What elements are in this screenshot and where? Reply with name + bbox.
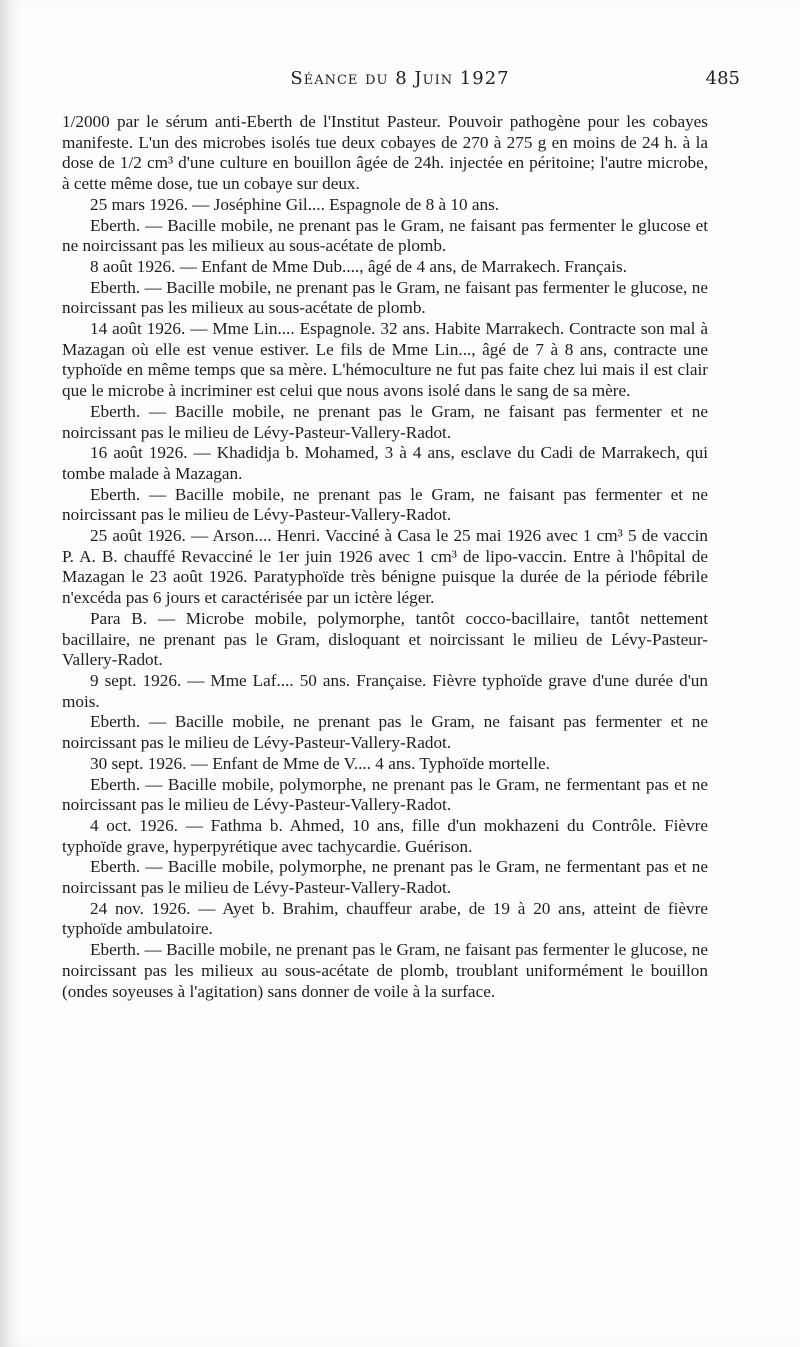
paragraph: Eberth. — Bacille mobile, ne prenant pas le Gram, ne faisant pas fermenter et ne noircissant pas le milieu de Lévy-Pasteur-Vallery-Radot. — [62, 484, 708, 525]
paragraph: 1/2000 par le sérum anti-Eberth de l'Institut Pasteur. Pouvoir pathogène pour les cobayes manifeste. L'un des microbes isolés tue deux cobayes de 270 à 275 g en moins de 24 h. à la dose de 1/2 cm³ d'une culture en bouillon âgée de 24h. injectée en péritoine; l'autre microbe, à cette même dose, tue un cobaye sur deux. — [62, 112, 708, 194]
paragraph: Eberth. — Bacille mobile, ne prenant pas le Gram, ne faisant pas fermenter et ne noircissant pas le milieu de Lévy-Pasteur-Vallery-Radot. — [62, 401, 708, 442]
paragraph: 25 mars 1926. — Joséphine Gil.... Espagnole de 8 à 10 ans. — [90, 194, 500, 214]
paragraph: 4 oct. 1926. — Fathma b. Ahmed, 10 ans, fille d'un mokhazeni du Contrôle. Fièvre typhoïde grave, hyperpyrétique avec tachycardie. Guérison. — [62, 815, 708, 856]
paragraph: Eberth. — Bacille mobile, polymorphe, ne prenant pas le Gram, ne fermentant pas et ne noircissant pas le milieu de Lévy-Pasteur-Vallery-Radot. — [62, 857, 708, 898]
paragraph: Eberth. — Bacille mobile, ne prenant pas le Gram, ne faisant pas fermenter et ne noircissant pas le milieu de Lévy-Pasteur-Vallery-Radot. — [62, 712, 708, 753]
paragraph: Eberth. — Bacille mobile, ne prenant pas le Gram, ne faisant pas fermenter le glucose et ne noircissant pas les milieux au sous-acétate de plomb. — [62, 215, 708, 256]
paragraph: 16 août 1926. — Khadidja b. Mohamed, 3 à 4 ans, esclave du Cadi de Marrakech, qui tombe malade à Mazagan. — [62, 443, 708, 483]
paragraph: 9 sept. 1926. — Mme Laf.... 50 ans. Française. Fièvre typhoïde grave d'une durée d'un mois. — [62, 670, 708, 711]
page-number: 485 — [705, 68, 740, 89]
paragraph: Para B. — Microbe mobile, polymorphe, tantôt cocco-bacillaire, tantôt nettement bacillaire, ne prenant pas le Gram, disloquant et noircissant le milieu de Lévy-Pasteur-Vallery-Radot. — [62, 608, 708, 670]
paragraph: 25 août 1926. — Arson.... Henri. Vacciné à Casa le 25 mai 1926 avec 1 cm³ 5 de vaccin P. A. B. chauffé Revacciné le 1er juin 1926 avec 1 cm³ de lipo-vaccin. Entre à l'hôpital de Mazagan le 23 août 1926. Paratyphoïde très bénigne puisque la durée de la période fébrile n'excéda pas 6 jours et caractérisée par un ictère léger. — [62, 526, 708, 608]
paragraph: 24 nov. 1926. — Ayet b. Brahim, chauffeur arabe, de 19 à 20 ans, atteint de fièvre typhoïde ambulatoire. — [62, 898, 708, 939]
paragraph: 14 août 1926. — Mme Lin.... Espagnole. 32 ans. Habite Marrakech. Contracte son mal à Mazagan où elle est venue estiver. Le fils de Mme Lin..., âgé de 7 à 8 ans, contracte une typhoïde en même temps que sa mère. L'hémoculture ne fut pas faite chez lui mais il est clair que le microbe à incriminer est celui que nous avons isolé dans le sang de sa mère. — [62, 319, 708, 401]
paragraph: Eberth. — Bacille mobile, ne prenant pas le Gram, ne faisant pas fermenter le glucose, ne noircissant pas les milieux au sous-acétate de plomb. — [62, 277, 708, 318]
body-text — [62, 112, 708, 1002]
running-title: Séance du 8 Juin 1927 — [290, 68, 510, 89]
paragraph: Eberth. — Bacille mobile, ne prenant pas le Gram, ne faisant pas fermenter le glucose, ne noircissant pas les milieux au sous-acétate de plomb, troublant uniformément le bouillon (ondes soyeuses à l'agitation) sans donner de voile à la surface. — [62, 940, 708, 1001]
paragraph: 30 sept. 1926. — Enfant de Mme de V.... 4 ans. Typhoïde mortelle. — [90, 753, 550, 773]
page-header — [60, 68, 740, 98]
paragraph: 8 août 1926. — Enfant de Mme Dub...., âgé de 4 ans, de Marrakech. Français. — [90, 256, 627, 276]
paragraph: Eberth. — Bacille mobile, polymorphe, ne prenant pas le Gram, ne fermentant pas et ne noircissant pas le milieu de Lévy-Pasteur-Vallery-Radot. — [62, 774, 708, 815]
